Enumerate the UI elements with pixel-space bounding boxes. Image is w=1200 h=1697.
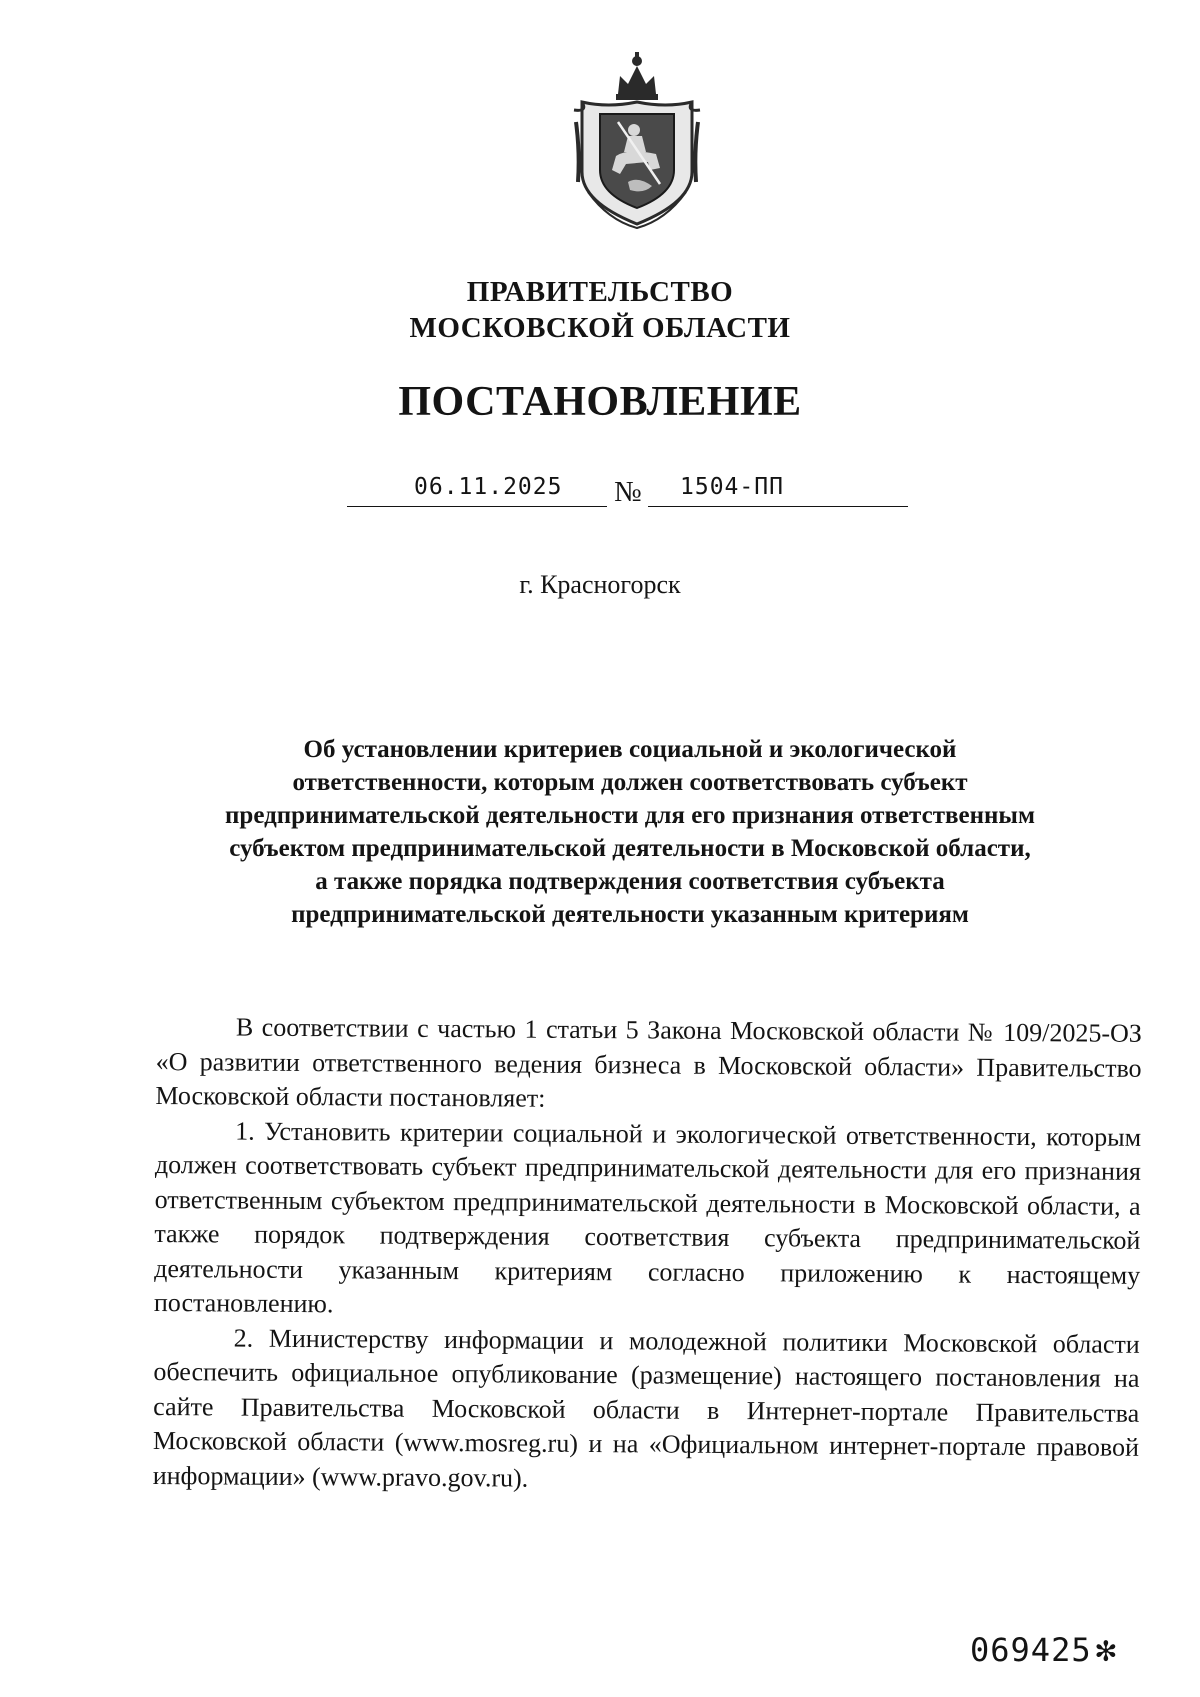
subject-line: Об установлении критериев социальной и экологической: [303, 736, 957, 763]
subject-line: предпринимательской деятельности для его признания ответственным: [225, 802, 1035, 829]
number-sign: №: [614, 476, 642, 508]
subject-line: ответственности, которым должен соответствовать субъект: [292, 769, 968, 796]
decree-body: [153, 1010, 1142, 1500]
government-name-line2: МОСКОВСКОЙ ОБЛАСТИ: [409, 312, 791, 344]
subject-line: субъектом предпринимательской деятельности в Московской области,: [229, 835, 1031, 862]
moscow-oblast-coat-of-arms-icon: [568, 52, 706, 230]
subject-line: предпринимательской деятельности указанным критериям: [291, 901, 969, 928]
city-of-issue: г. Красногорск: [519, 570, 681, 599]
decree-number: 1504-ПП: [680, 474, 784, 500]
government-name-line1: ПРАВИТЕЛЬСТВО: [466, 276, 734, 308]
date-underline: [347, 506, 607, 507]
document-type-title: ПОСТАНОВЛЕНИЕ: [398, 379, 802, 425]
preamble-paragraph: В соответствии с частью 1 статьи 5 Закона Московской области № 109/2025-ОЗ «О развитии ответственного ведения бизнеса в Московской области» Правительство Московской области постановляет:: [155, 1012, 1142, 1113]
item-1-paragraph: 1. Установить критерии социальной и экологической ответственности, которым должен соответствовать субъект предпринимательской деятельности для его признания ответственным субъектом предпринимательской деятельности в Московской области, а также порядок подтверждения соответствия субъекта предпринимательской деятельности указанным критериям согласно приложению к настоящему постановлению.: [153, 1116, 1142, 1319]
subject-line: а также порядка подтверждения соответствия субъекта: [315, 868, 945, 895]
decree-subject: [180, 733, 1080, 931]
decree-date: 06.11.2025: [414, 474, 563, 500]
number-underline: [648, 506, 908, 507]
item-2-paragraph: 2. Министерству информации и молодежной политики Московской области обеспечить официальное опубликование (размещение) настоящего постановления на сайте Правительства Московской области в Интернет-портале Правительства Московской области (www.mosreg.ru) и на «Официальном интернет-портале правовой информации» (www.pravo.gov.ru).: [152, 1323, 1140, 1493]
asterisk-mark: ✻: [1095, 1630, 1118, 1670]
serial-number: 069425: [970, 1631, 1092, 1669]
serial-number-stamp: [970, 1630, 1117, 1670]
